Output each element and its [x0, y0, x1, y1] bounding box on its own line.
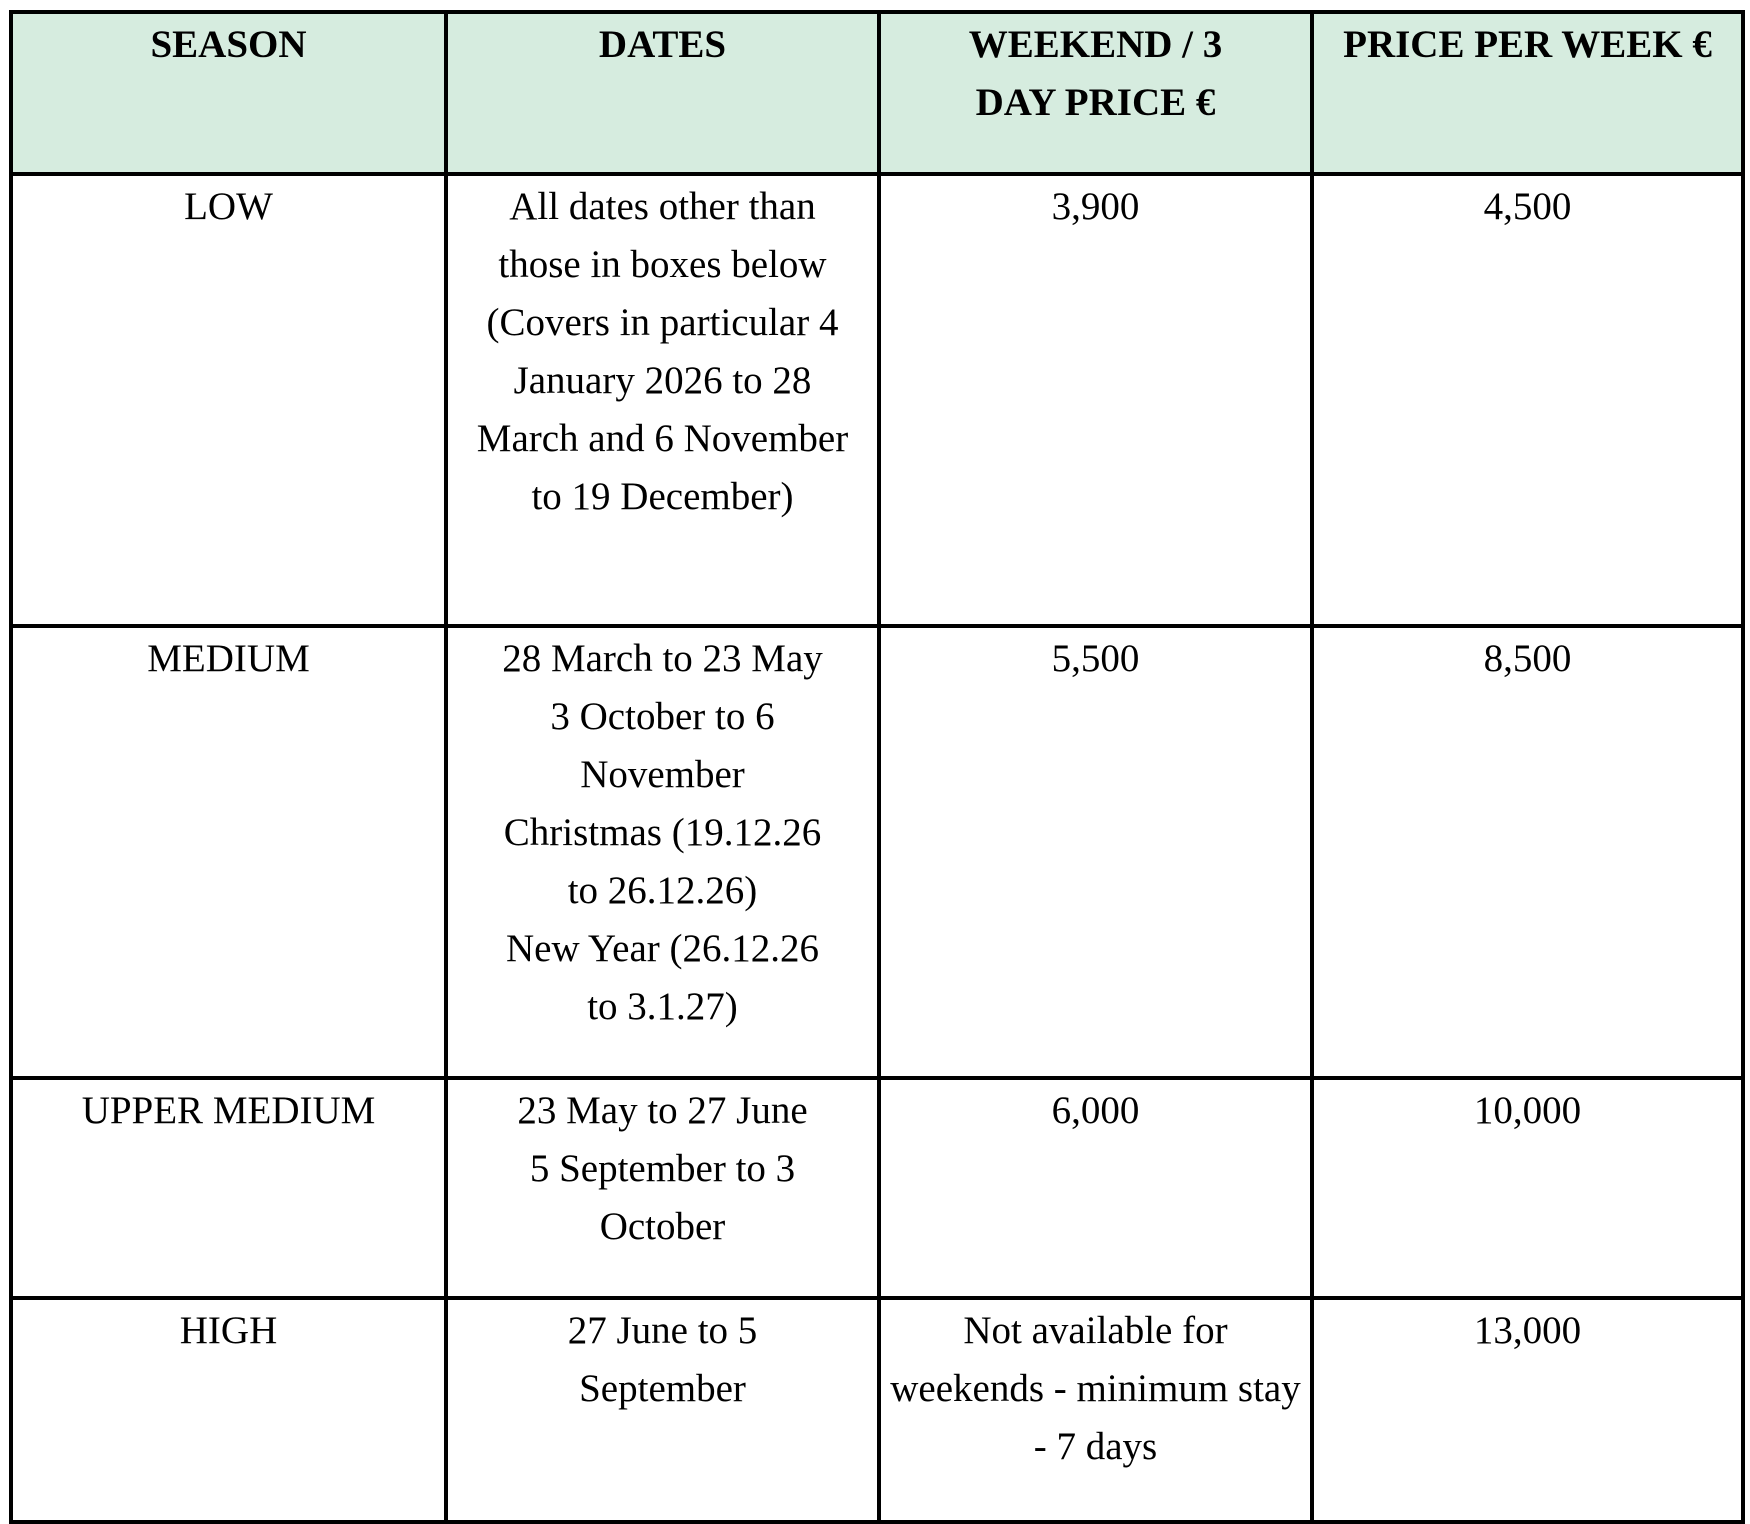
table-row-medium	[11, 626, 1743, 1078]
week-price-cell: 4,500	[1312, 174, 1743, 626]
week-price-cell: 8,500	[1312, 626, 1743, 1078]
season-cell: HIGH	[11, 1298, 446, 1522]
header-weekend-price: WEEKEND / 3 DAY PRICE €	[879, 12, 1312, 174]
weekend-price-cell: Not available for weekends - minimum stay - 7 days	[879, 1298, 1312, 1522]
table-row-high	[11, 1298, 1743, 1522]
week-price-cell: 13,000	[1312, 1298, 1743, 1522]
date-range: 5 September to 3 October	[529, 1147, 796, 1248]
week-price-cell: 10,000	[1312, 1078, 1743, 1298]
header-row	[11, 12, 1743, 174]
dates-cell	[446, 626, 879, 1078]
date-range: Christmas (19.12.26 to 26.12.26)	[503, 811, 822, 912]
header-season: SEASON	[11, 12, 446, 174]
header-dates: DATES	[446, 12, 879, 174]
season-cell: LOW	[11, 174, 446, 626]
table-row-low	[11, 174, 1743, 626]
dates-cell: 27 June to 5 September	[446, 1298, 879, 1522]
season-cell: MEDIUM	[11, 626, 446, 1078]
table-row-upper-medium	[11, 1078, 1743, 1298]
header-week-price: PRICE PER WEEK €	[1312, 12, 1743, 174]
weekend-price-cell: 6,000	[879, 1078, 1312, 1298]
weekend-price-cell: 3,900	[879, 174, 1312, 626]
dates-cell	[446, 1078, 879, 1298]
date-range: 28 March to 23 May	[502, 637, 823, 680]
dates-cell: All dates other than those in boxes below (Covers in particular 4 January 2026 to 28 March and 6 November to 19 December)	[446, 174, 879, 626]
season-cell: UPPER MEDIUM	[11, 1078, 446, 1298]
weekend-price-cell: 5,500	[879, 626, 1312, 1078]
date-range: 3 October to 6 November	[550, 695, 775, 796]
seasonal-price-table	[9, 10, 1745, 1524]
date-range: New Year (26.12.26 to 3.1.27)	[505, 927, 820, 1028]
date-range: 23 May to 27 June	[517, 1089, 808, 1132]
